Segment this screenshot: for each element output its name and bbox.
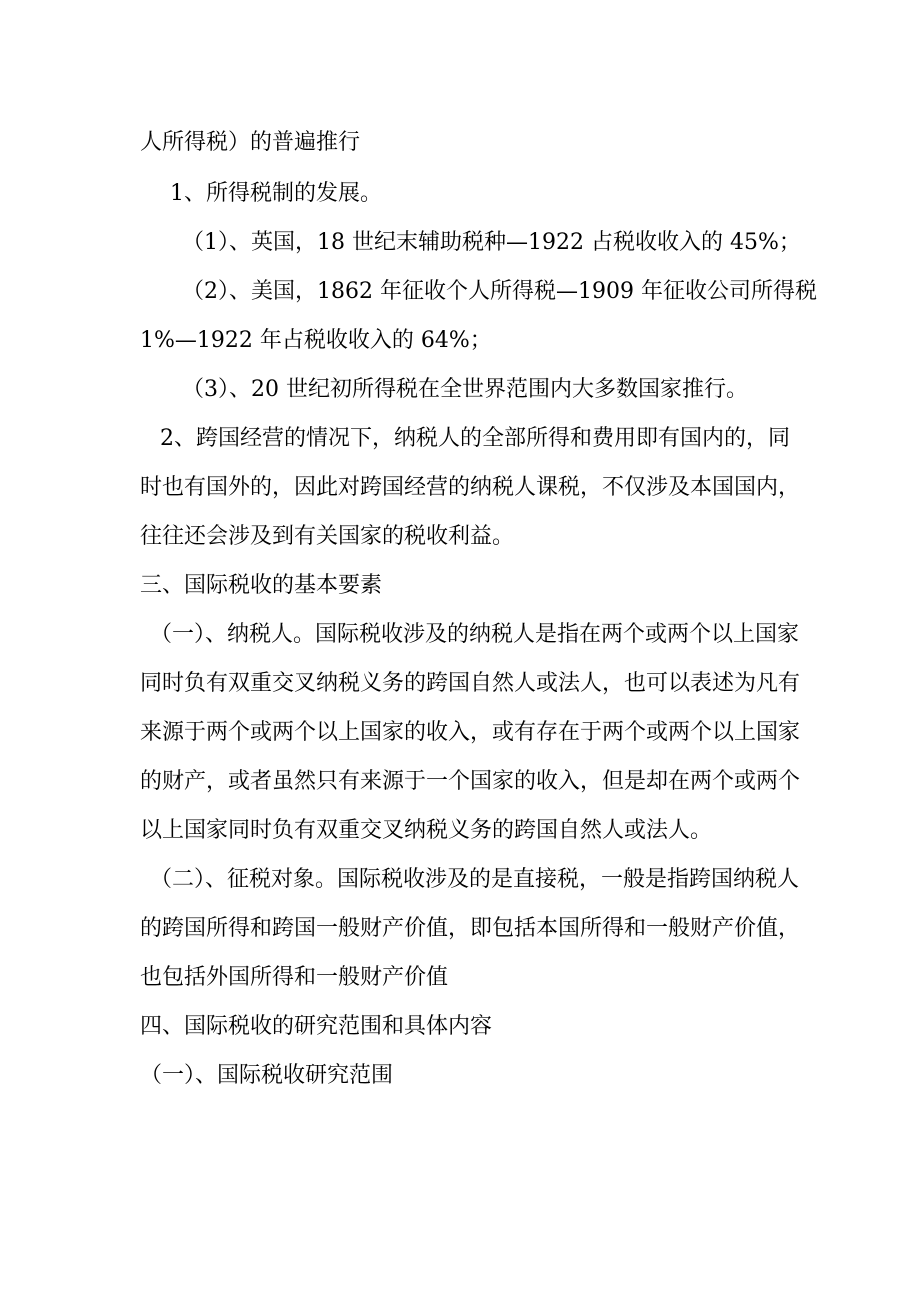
text-line-continuation: 人所得税）的普遍推行 xyxy=(140,130,361,155)
paragraph-taxpayer-line-2: 同时负有双重交叉纳税义务的跨国自然人或法人，也可以表述为凡有 xyxy=(140,671,801,696)
paragraph-tax-object-line-1: （二）、征税对象。国际税收涉及的是直接税，一般是指跨国纳税人 xyxy=(150,867,800,892)
paragraph-taxpayer-line-3: 来源于两个或两个以上国家的收入，或有存在于两个或两个以上国家 xyxy=(140,720,801,745)
paragraph-cross-border-line-1: 2、跨国经营的情况下，纳税人的全部所得和费用即有国内的，同 xyxy=(160,426,790,451)
paragraph-cross-border-line-2: 时也有国外的，因此对跨国经营的纳税人课税，不仅涉及本国国内， xyxy=(140,475,801,500)
paragraph-cross-border-line-3: 往往还会涉及到有关国家的税收利益。 xyxy=(140,524,515,549)
list-item-20th-century: （3）、20 世纪初所得税在全世界范围内大多数国家推行。 xyxy=(182,377,748,402)
section-heading-basic-elements: 三、国际税收的基本要素 xyxy=(140,573,383,598)
paragraph-tax-object-line-3: 也包括外国所得和一般财产价值 xyxy=(140,965,449,990)
paragraph-taxpayer-line-4: 的财产，或者虽然只有来源于一个国家的收入，但是却在两个或两个 xyxy=(140,769,801,794)
paragraph-tax-object-line-2: 的跨国所得和跨国一般财产价值，即包括本国所得和一般财产价值， xyxy=(140,916,801,941)
list-item-usa: （2）、美国，1862 年征收个人所得税—1909 年征收公司所得税 xyxy=(182,279,817,304)
list-item-usa-continued: 1%—1922 年占税收收入的 64%； xyxy=(140,328,492,353)
subheading-research-scope: （一）、国际税收研究范围 xyxy=(140,1063,394,1088)
subheading-income-tax-development: 1、所得税制的发展。 xyxy=(170,181,382,206)
section-heading-research-scope: 四、国际税收的研究范围和具体内容 xyxy=(140,1014,493,1039)
list-item-uk: （1）、英国，18 世纪末辅助税种—1922 占税收收入的 45%； xyxy=(182,230,801,255)
paragraph-taxpayer-line-5: 以上国家同时负有双重交叉纳税义务的跨国自然人或法人。 xyxy=(140,818,713,843)
paragraph-taxpayer-line-1: （一）、纳税人。国际税收涉及的纳税人是指在两个或两个以上国家 xyxy=(150,622,800,647)
